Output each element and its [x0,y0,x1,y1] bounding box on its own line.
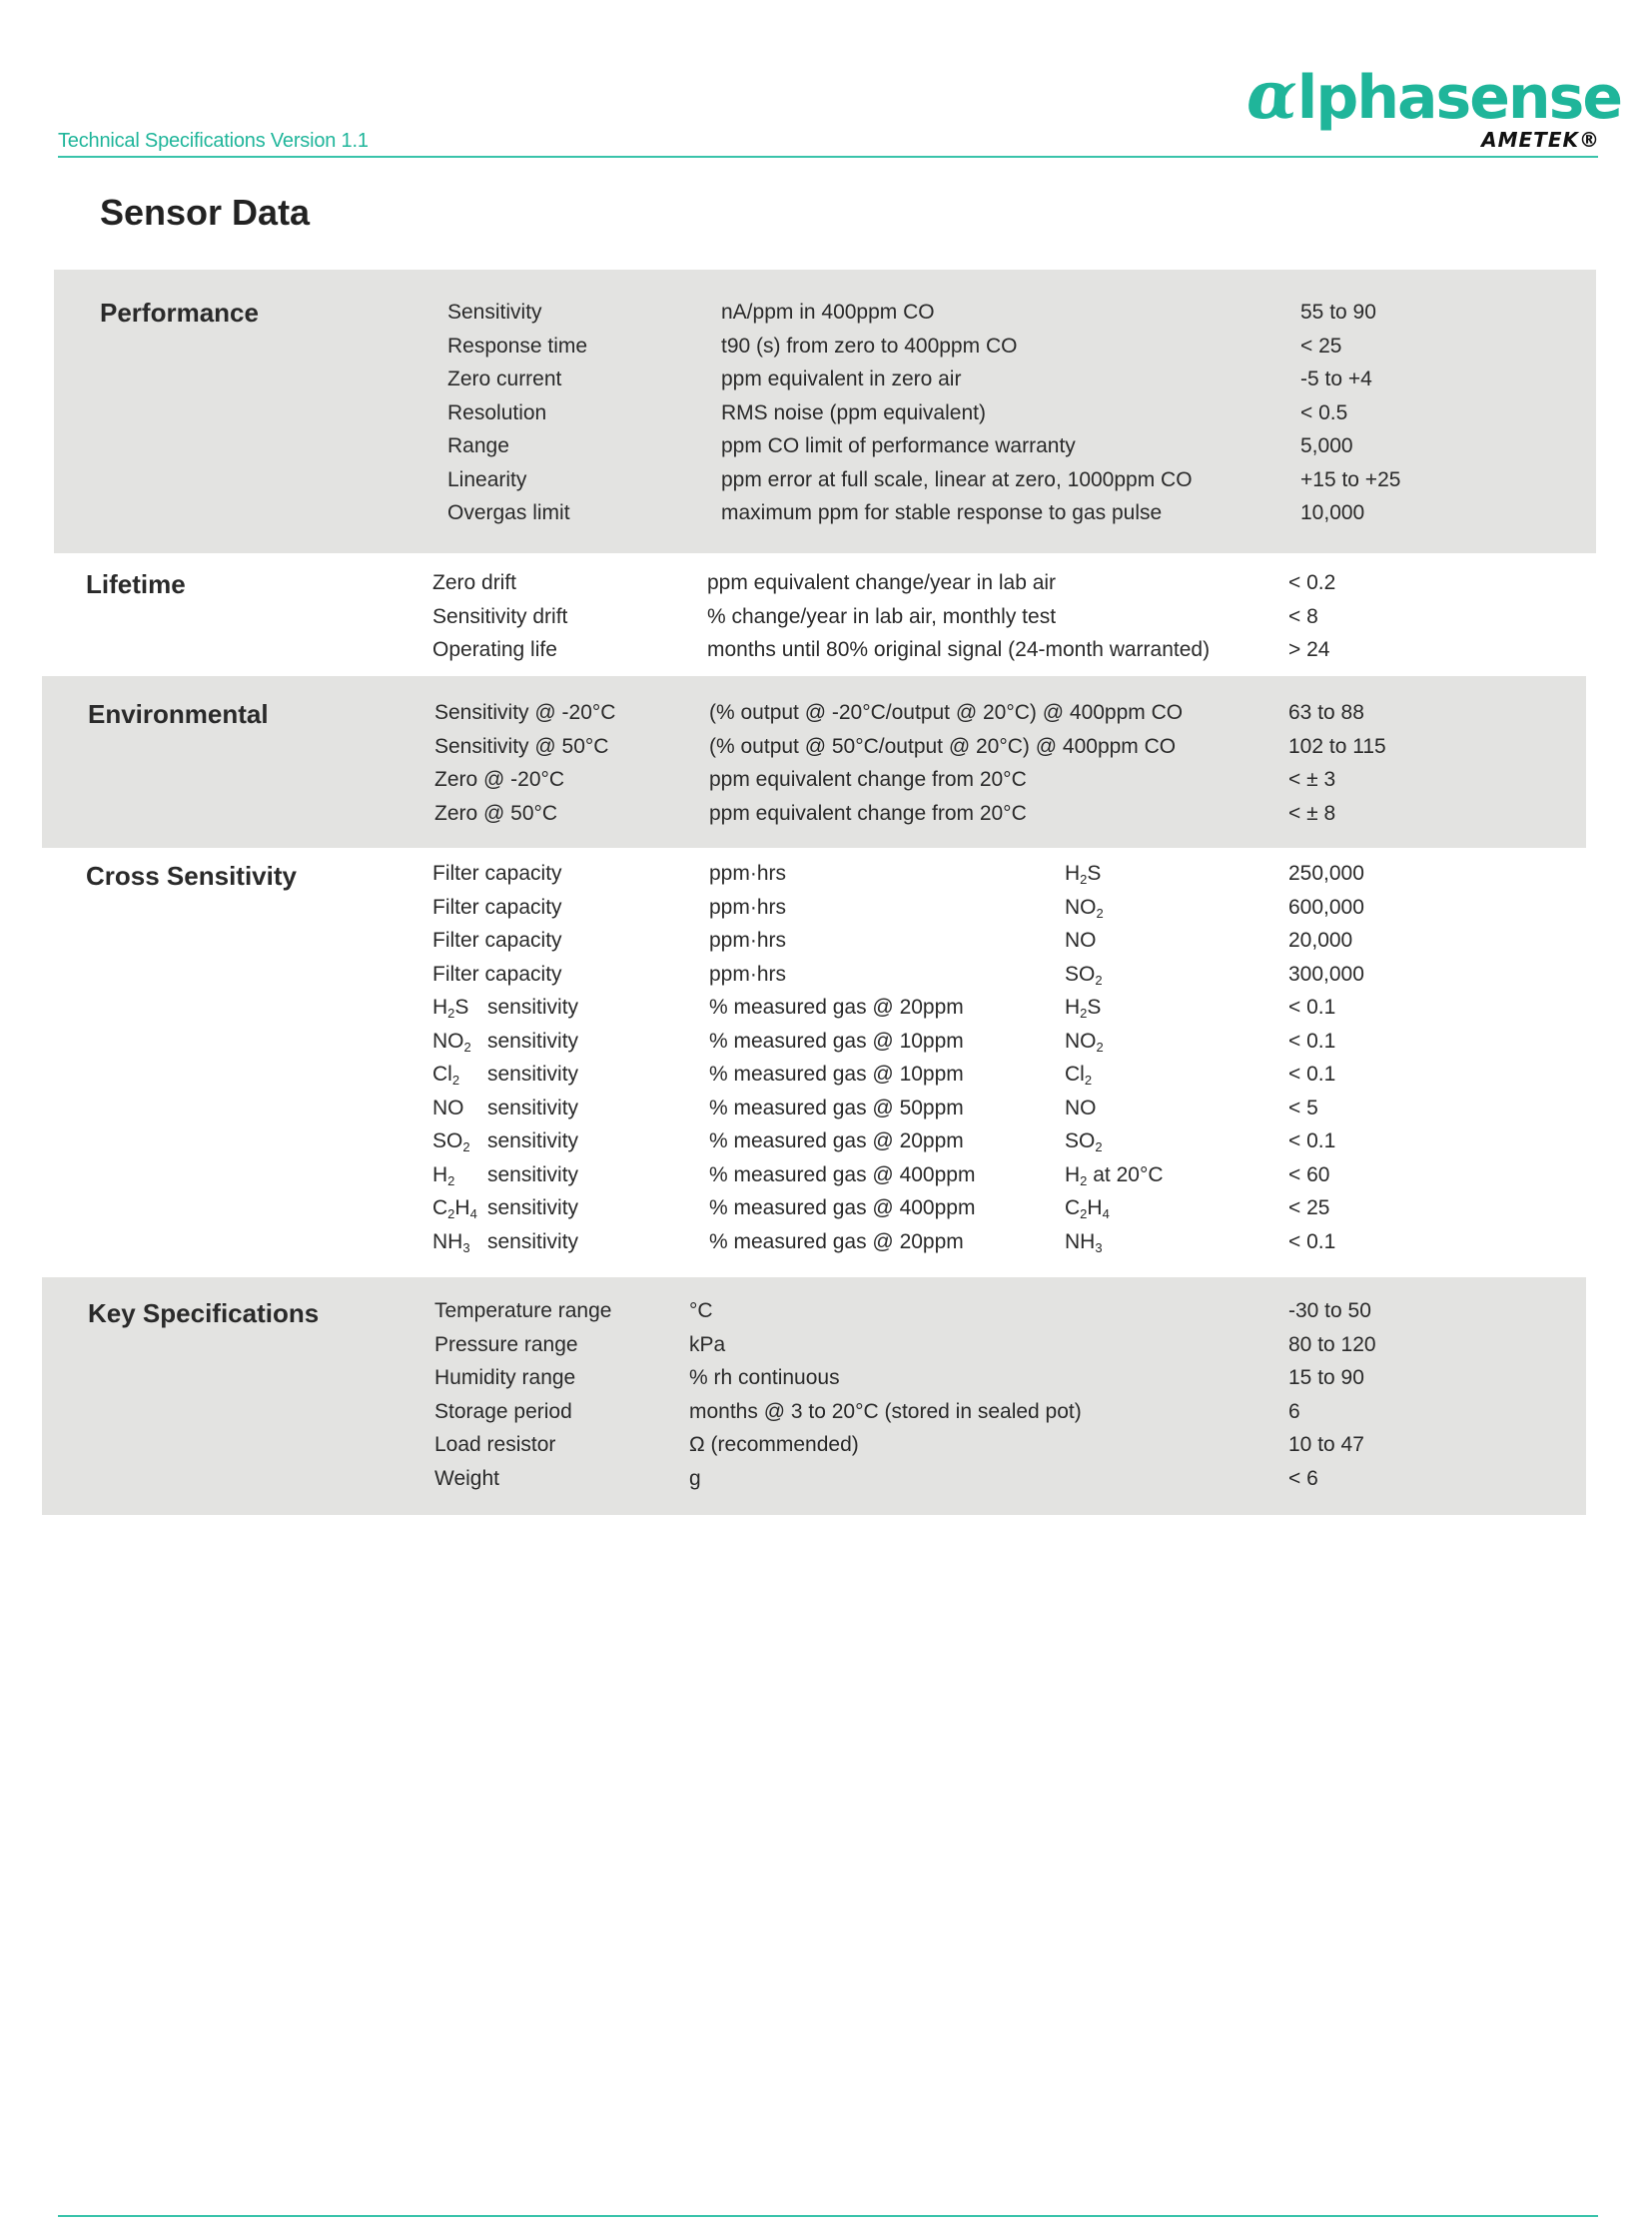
row-parameter: sensitivity [487,1029,579,1053]
row-gas: $NO_2$ [1065,895,1104,921]
row-value: < 8 [1288,604,1318,628]
spec-row [0,496,1652,529]
section-title: Performance [100,298,259,328]
row-parameter: Filter capacity [432,895,562,919]
row-parameter: Filter capacity [432,929,562,952]
row-value: 15 to 90 [1288,1366,1364,1389]
spec-row [0,1361,1652,1394]
row-parameter: sensitivity [487,1063,579,1086]
spec-row [0,797,1652,830]
spec-row [0,1158,1652,1191]
row-description: ppm·hrs [709,895,787,919]
spec-row [0,600,1652,633]
row-value: 5,000 [1300,434,1353,457]
row-description: % measured gas @ 400ppm [709,1196,976,1219]
row-description: % measured gas @ 400ppm [709,1162,976,1186]
spec-row [0,891,1652,924]
spec-row [0,1225,1652,1258]
row-description: nA/ppm in 400ppm CO [721,301,935,324]
row-description: ppm equivalent change from 20°C [709,801,1027,825]
row-value: < 5 [1288,1096,1318,1119]
row-value: < 0.2 [1288,571,1336,594]
spec-row [0,396,1652,429]
row-parameter: Temperature range [434,1299,612,1322]
spec-row [0,1191,1652,1224]
row-parameter: Load resistor [434,1433,556,1456]
row-gas-label: $Cl_2$ [432,1063,460,1088]
logo-wordmark: αlphasense [1246,56,1622,134]
row-description: Ω (recommended) [689,1433,859,1456]
spec-row [0,991,1652,1024]
row-description: (% output @ -20°C/output @ 20°C) @ 400ppm CO [709,701,1184,724]
spec-row [0,1124,1652,1157]
row-gas: $H_2S$ [1065,862,1102,887]
row-value: 10 to 47 [1288,1433,1364,1456]
section-title: Cross Sensitivity [86,861,297,891]
row-description: ppm CO limit of performance warranty [721,434,1076,457]
row-description: ppm·hrs [709,929,787,952]
row-parameter: Sensitivity [447,301,542,324]
row-gas-label: $H_2S$ [432,996,469,1021]
row-description: RMS noise (ppm equivalent) [721,400,986,424]
row-value: > 24 [1288,638,1330,661]
row-parameter: Zero @ -20°C [434,768,565,791]
row-value: 55 to 90 [1300,301,1376,324]
row-gas: $C_2H_4$ [1065,1196,1110,1221]
row-value: +15 to +25 [1300,467,1401,491]
section-title: Key Specifications [88,1298,320,1328]
row-parameter: Range [447,434,509,457]
spec-row [0,1328,1652,1361]
row-description: °C [689,1299,713,1322]
row-parameter: Linearity [447,467,527,491]
row-value: 80 to 120 [1288,1332,1376,1356]
row-parameter: Weight [434,1466,499,1490]
spec-row [0,1058,1652,1091]
row-value: 250,000 [1288,862,1364,885]
row-value: < 0.1 [1288,1229,1336,1253]
row-description: kPa [689,1332,726,1356]
row-description: ppm equivalent change/year in lab air [707,571,1057,594]
row-parameter: Pressure range [434,1332,578,1356]
row-value: 6 [1288,1399,1300,1423]
spec-row [0,1395,1652,1428]
row-value: < 0.1 [1288,1029,1336,1053]
row-gas: $H_2S$ [1065,996,1102,1021]
spec-row [0,1025,1652,1058]
row-gas: $NO_2$ [1065,1029,1104,1055]
row-gas: $SO_2$ [1065,962,1103,988]
row-parameter: Humidity range [434,1366,576,1389]
row-value: 63 to 88 [1288,701,1364,724]
row-value: 10,000 [1300,501,1365,524]
row-description: % measured gas @ 10ppm [709,1029,964,1053]
row-gas: NO [1065,929,1097,952]
spec-row [0,958,1652,991]
row-description: % measured gas @ 50ppm [709,1096,964,1119]
spec-row [0,463,1652,496]
row-value: < 0.5 [1300,400,1348,424]
spec-row [0,730,1652,763]
row-parameter: sensitivity [487,1196,579,1219]
row-value: < 25 [1300,334,1342,358]
row-parameter: Storage period [434,1399,572,1423]
row-parameter: Filter capacity [432,862,562,885]
row-gas: $SO_2$ [1065,1129,1103,1154]
row-value: < ± 3 [1288,768,1336,791]
row-parameter: sensitivity [487,1229,579,1253]
row-parameter: sensitivity [487,1129,579,1152]
row-parameter: sensitivity [487,996,579,1019]
row-parameter: Zero drift [432,571,517,594]
spec-row [0,566,1652,599]
row-value: < 60 [1288,1162,1330,1186]
page-title: Sensor Data [100,192,311,233]
row-parameter: sensitivity [487,1162,579,1186]
row-parameter: Resolution [447,400,547,424]
row-gas-label: $SO_2$ [432,1129,470,1154]
row-gas-label: $NO_2$ [432,1029,471,1055]
spec-row [0,857,1652,890]
row-description: maximum ppm for stable response to gas pulse [721,501,1163,524]
spec-row [0,763,1652,796]
spec-row [0,696,1652,729]
row-description: months until 80% original signal (24-month warranted) [707,638,1211,661]
row-gas-label: $H_2$ [432,1162,455,1188]
row-description: % change/year in lab air, monthly test [707,604,1057,628]
spec-row [0,1428,1652,1461]
row-gas: $H_2$ at 20°C [1065,1162,1164,1188]
logo-ametek: AMETEK® [1481,128,1600,152]
row-value: -5 to +4 [1300,368,1372,390]
row-value: 300,000 [1288,962,1364,986]
row-description: t90 (s) from zero to 400ppm CO [721,334,1018,358]
row-description: % measured gas @ 10ppm [709,1063,964,1086]
row-value: < ± 8 [1288,801,1336,825]
row-gas: $Cl_2$ [1065,1063,1093,1088]
row-gas: NO [1065,1096,1097,1119]
row-parameter: Response time [447,334,588,358]
row-description: ppm·hrs [709,862,787,885]
row-value: -30 to 50 [1288,1299,1371,1322]
row-gas: $NH_3$ [1065,1229,1103,1255]
row-parameter: Sensitivity @ 50°C [434,734,609,758]
spec-row [0,1462,1652,1495]
row-description: g [689,1466,701,1490]
row-description: % measured gas @ 20ppm [709,996,964,1019]
row-description: ppm·hrs [709,962,787,986]
row-value: < 25 [1288,1196,1330,1219]
row-gas-label: $NH_3$ [432,1229,470,1255]
section-title: Lifetime [86,569,186,599]
row-description: % measured gas @ 20ppm [709,1229,964,1253]
spec-row [0,330,1652,363]
row-parameter: Sensitivity drift [432,604,568,628]
row-value: 20,000 [1288,929,1353,952]
row-value: 102 to 115 [1288,734,1386,758]
row-parameter: Operating life [432,638,557,661]
row-parameter: Filter capacity [432,962,562,986]
row-value: < 6 [1288,1466,1318,1490]
row-value: 600,000 [1288,895,1364,919]
row-value: < 0.1 [1288,1129,1336,1152]
row-gas-label: NO [432,1096,464,1119]
row-description: months @ 3 to 20°C (stored in sealed pot) [689,1399,1082,1423]
document-version: Technical Specifications Version 1.1 [58,130,369,152]
row-parameter: Zero @ 50°C [434,801,558,825]
footer-rule [58,2215,1598,2217]
spec-row [0,1092,1652,1124]
spec-row [0,924,1652,957]
row-description: ppm error at full scale, linear at zero, 1000ppm CO [721,467,1193,491]
row-description: % measured gas @ 20ppm [709,1129,964,1152]
row-value: < 0.1 [1288,996,1336,1019]
row-parameter: sensitivity [487,1096,579,1119]
row-parameter: Zero current [447,368,562,390]
header-rule [58,156,1598,158]
spec-row [0,1294,1652,1327]
row-value: < 0.1 [1288,1063,1336,1086]
row-parameter: Sensitivity @ -20°C [434,701,616,724]
spec-row [0,633,1652,666]
brand-logo [1246,56,1622,156]
row-description: ppm equivalent in zero air [721,368,962,390]
row-description: (% output @ 50°C/output @ 20°C) @ 400ppm CO [709,734,1177,758]
row-parameter: Overgas limit [447,501,570,524]
spec-row [0,363,1652,395]
row-description: % rh continuous [689,1366,840,1389]
row-gas-label: $C_2H_4$ [432,1196,477,1221]
row-description: ppm equivalent change from 20°C [709,768,1027,791]
section-title: Environmental [88,699,269,729]
spec-row [0,429,1652,462]
spec-row [0,296,1652,329]
